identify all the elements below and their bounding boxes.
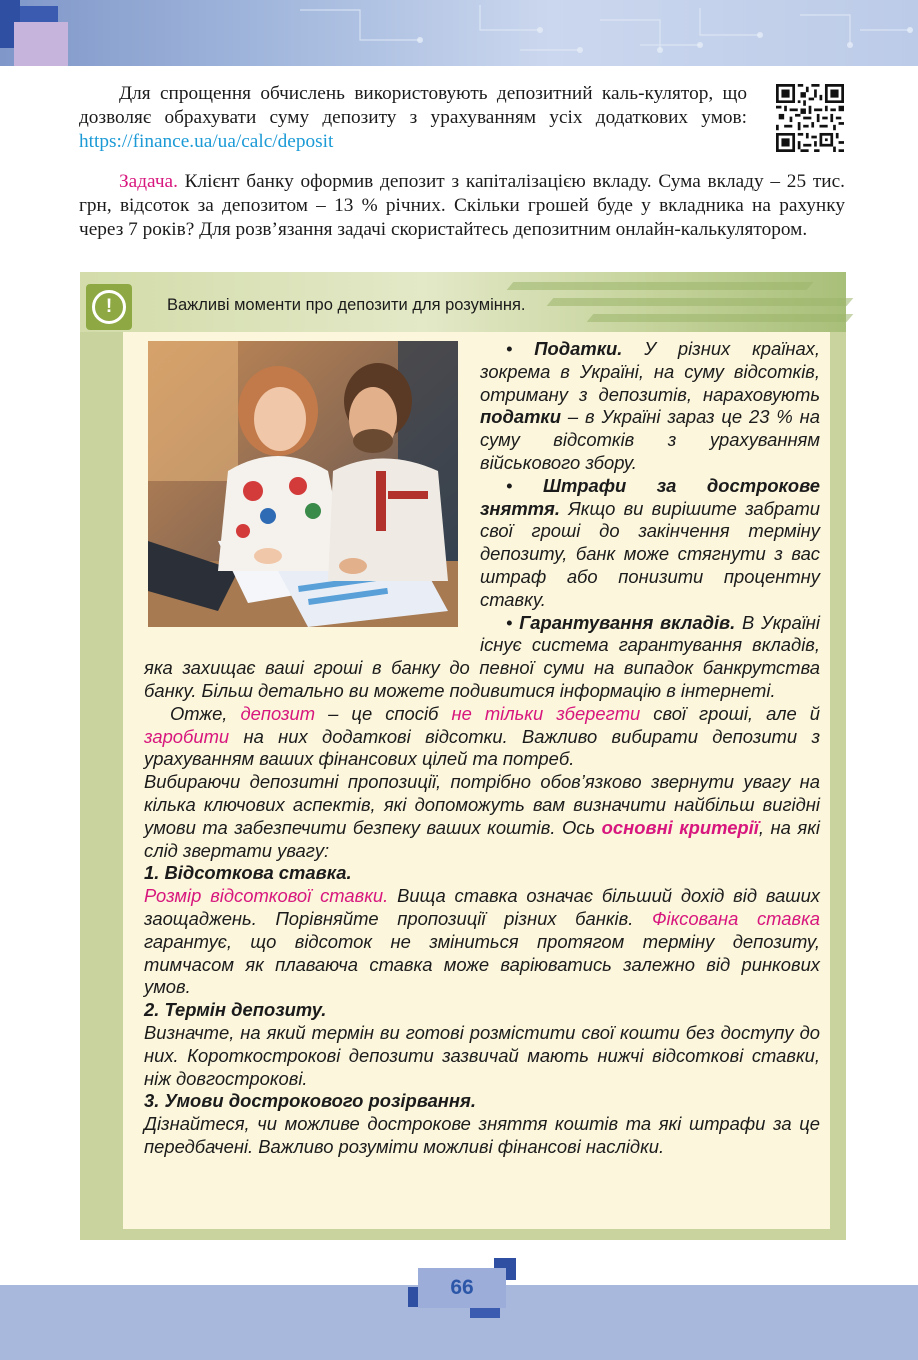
item-penalties-title: Штрафи за дострокове зняття. [480,474,820,519]
panel-content [144,338,820,1159]
criterion-1-body: Вища ставка означає більший дохід від ваших заощаджень. Порівняйте пропозиції різних банків. [144,885,820,929]
choosing-paragraph [144,771,820,862]
criterion-2-text: Визначте, на який термін ви готові розмістити свої кошти без доступу до них. Короткострокові депозити зазвичай мають нижчі відсоткові ставки, ніж довгострокові. [144,1021,820,1089]
header-stripe [547,298,854,306]
qr-code[interactable] [776,84,844,152]
criterion-2-title: 2. Термін депозиту. [144,999,327,1021]
item-penalties-text: Якщо ви вирішите забрати свої гроші до закінчення терміну депозиту, банк може стягнути з вас штраф або понизити процентну ставку. [480,497,820,610]
item-taxes-text1: У різних країнах, зокрема в Україні, на суму відсотків, отриману з депозитів, нараховують [480,338,820,405]
header-stripe [507,282,814,290]
summary-highlight: заробити [144,725,230,747]
intro-text: Для спрощення обчислень використовують депозитний каль-кулятор, що дозволяє обрахувати суму депозиту з урахуванням усіх додаткових умов: [79,83,747,128]
page-number: 66 [418,1268,506,1308]
criteria-highlight: основні критерії [601,816,759,838]
criterion-1-text [144,885,820,999]
choosing-text: Вибираючи депозитні пропозиції, потрібно обов’язково звернути увагу на кілька ключових аспектів, які допоможуть вам визначити найбільш вигідні умови та забезпечити безпеку ваших коштів. Ось [144,771,820,838]
panel-title: Важливі моменти про депозити для розуміння. [167,296,526,314]
top-banner [0,0,918,66]
summary-paragraph [144,703,820,771]
criterion-1-body: гарантує, що відсоток не зміниться протягом терміну депозиту, тимчасом як плаваюча ставка може варіюватись залежно від ринкових умов. [144,930,820,998]
item-taxes-title: Податки. [534,338,623,359]
circuit-decoration [0,0,918,66]
criterion-1-title: 1. Відсоткова ставка. [144,862,352,884]
bullet: • [506,474,543,496]
item-guarantee-text: В Україні існує система гарантування вкладів, яка захищає ваші гроші в банку до певної суми на випадок банкрутства банку. Більш детально ви можете подивитися інформацію в інтернеті. [144,611,820,701]
photo-placeholder [144,338,480,650]
summary-highlight: не тільки зберегти [451,702,641,724]
criterion-1-highlight: Розмір відсоткової ставки. [144,885,389,907]
task-label: Задача. [119,171,178,192]
task-text: Клієнт банку оформив депозит з капіталізацією вкладу. Сума вкладу – 25 тис. грн, відсоток за депозитом – 13 % річних. Скільки грошей буде у вкладника на рахунку через 7 років? Для розв’язання задачі скористайтесь депозитним онлайн-калькулятором. [79,171,845,240]
choosing-text: , на які слід звертати увагу: [144,816,820,861]
item-taxes-text2: – в Україні зараз це 23 % на суму відсотків з урахуванням військового збору. [480,406,820,473]
bullet: • [506,338,535,359]
criterion-3-title: 3. Умови дострокового розірвання. [144,1090,476,1112]
bullet: • [506,611,520,633]
item-taxes-bold: податки [480,406,561,428]
header-stripe [587,314,854,322]
alert-circle-icon [86,284,132,330]
intro-paragraph [79,82,747,154]
task-paragraph [79,170,845,242]
summary-text: Отже, [170,702,241,724]
item-guarantee-title: Гарантування вкладів. [519,611,736,633]
calculator-link[interactable]: https://finance.ua/ua/calc/deposit [79,131,334,152]
exclamation-icon: ! [92,290,126,324]
criterion-1-highlight: Фіксована ставка [651,907,820,929]
summary-text: – це спосіб [315,702,452,724]
summary-text: свої гроші, але й [640,702,820,724]
summary-text: на них додаткові відсотки. Важливо вибирати депозити з урахуванням ваших фінансових цілей та потреб. [144,725,820,770]
banner-square-lilac [14,22,68,66]
criterion-3-text: Дізнайтеся, чи можливе дострокове зняття коштів та які штрафи за це передбачені. Важливо розуміти можливі фінансові наслідки. [144,1113,820,1157]
summary-highlight: депозит [240,702,316,724]
